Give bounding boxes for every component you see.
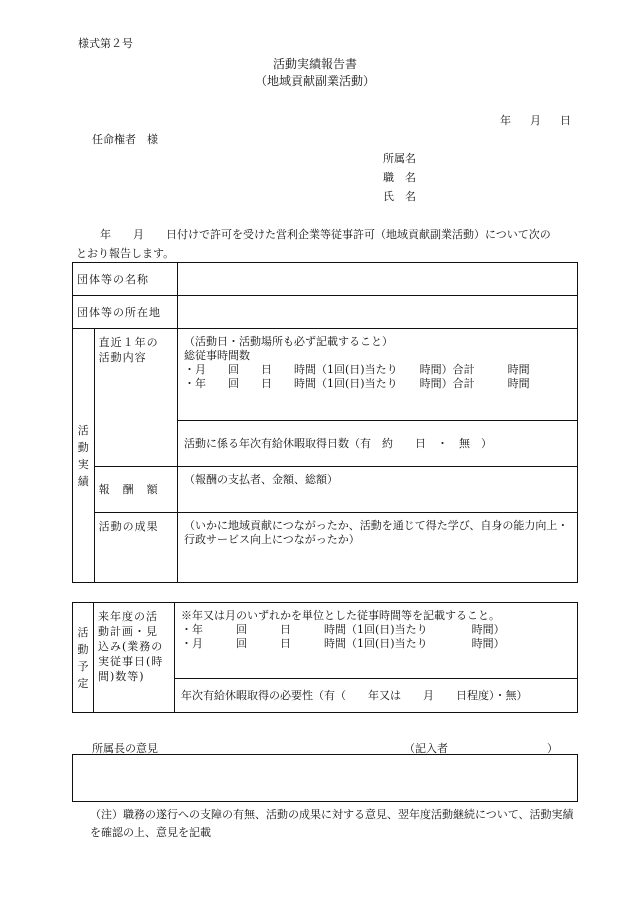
opinion-writer: （記入者 ）	[404, 742, 558, 755]
monthly-hours-line: ・月 回 日 時間（1回(日)当たり 時間）合計 時間	[184, 363, 530, 376]
activity-plan-table	[72, 602, 578, 713]
leave-need-field[interactable]	[175, 679, 578, 713]
activity-report-table	[72, 262, 578, 583]
form-number: 様式第２号	[78, 37, 133, 50]
date-day: 日	[560, 114, 571, 127]
leave-days-field[interactable]	[178, 421, 578, 467]
leave-days-text: 活動に係る年次有給休暇取得日数（有 約 日 ・ 無 ）	[184, 436, 492, 450]
org-address-label: 団体等の所在地	[73, 296, 178, 329]
org-name-field[interactable]	[178, 263, 578, 296]
outcome-field[interactable]	[178, 513, 578, 583]
org-address-field[interactable]	[178, 296, 578, 329]
opinion-field[interactable]	[72, 754, 578, 802]
yearly-hours-line: ・年 回 日 時間（1回(日)当たり 時間）合計 時間	[184, 377, 530, 390]
document-title: 活動実績報告書	[272, 57, 357, 71]
plan-note: ※年又は月のいずれかを単位とした従事時間等を記載すること。	[181, 609, 500, 622]
document-subtitle: （地域貢献副業活動）	[254, 74, 375, 88]
footer-note: （注）職務の遂行への支障の有無、活動の成果に対する意見、翌年度活動継続について、活動実績を確認の上、意見を記載	[90, 808, 574, 839]
leave-need-text: 年次有給休暇取得の必要性（有（ 年又は 月 日程度）・無）	[181, 688, 528, 702]
reward-field[interactable]	[178, 467, 578, 513]
outcome-note: （いかに地域貢献につながったか、活動を通じて得た学び、自身の能力向上・行政サービス向上につながったか）	[184, 519, 569, 546]
addressee: 任命権者 様	[92, 133, 158, 146]
name-label: 氏 名	[383, 190, 416, 203]
date-month: 月	[530, 114, 541, 127]
position-label: 職 名	[383, 171, 416, 184]
affiliation-label: 所属名	[383, 152, 416, 165]
recent-activity-field[interactable]	[178, 329, 578, 421]
date-year: 年	[500, 114, 511, 127]
reward-label: 報 酬 額	[94, 467, 177, 513]
total-hours-label: 総従事時間数	[184, 349, 250, 362]
plan-label: 活動予定	[73, 603, 94, 713]
activity-result-label: 活動実績	[73, 329, 95, 583]
plan-monthly-line: ・月 回 日 時間（1回(日)当たり 時間）	[181, 637, 505, 650]
next-year-field[interactable]	[175, 603, 578, 679]
recent-activity-label: 直近１年の活動内容	[94, 329, 177, 467]
plan-yearly-line: ・年 回 日 時間（1回(日)当たり 時間）	[181, 623, 505, 636]
recent-note: （活動日・活動場所も必ず記載すること）	[184, 335, 393, 348]
opinion-label: 所属長の意見	[92, 742, 158, 755]
outcome-label: 活動の成果	[94, 513, 177, 583]
next-year-label: 来年度の活動計画・見込み(業務の実従事日(時間)数等)	[94, 603, 175, 713]
org-name-label: 団体等の名称	[73, 263, 178, 296]
date-line	[500, 112, 571, 128]
intro-line-1: 年 月 日付けで許可を受けた営利企業等従事許可（地域貢献副業活動）について次の	[100, 228, 551, 241]
intro-line-2: とおり報告します。	[76, 247, 175, 260]
reward-note: （報酬の支払者、金額、総額）	[184, 473, 338, 486]
